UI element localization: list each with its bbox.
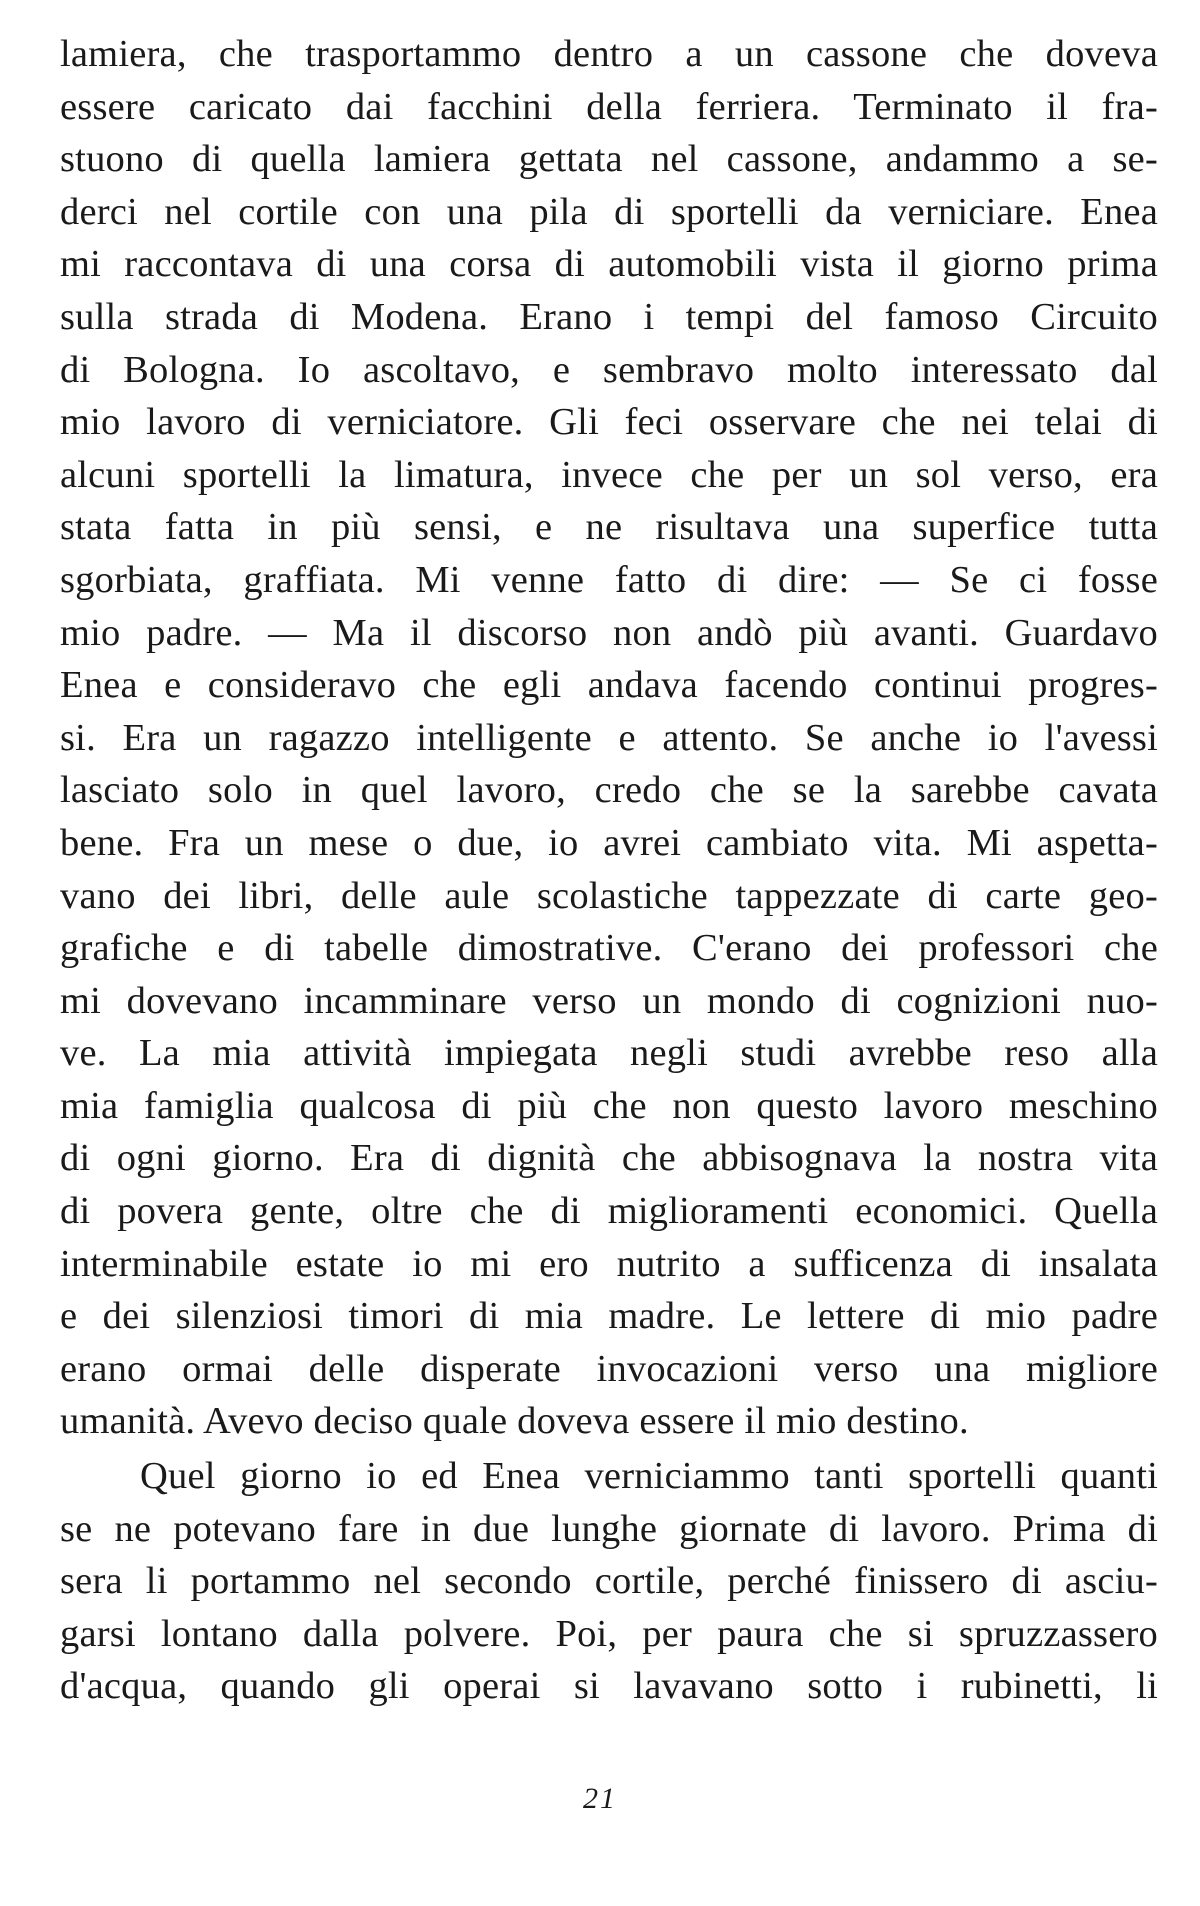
page-body: [60, 28, 1158, 1713]
text-line: e dei silenziosi timori di mia madre. Le lettere di mio padre: [60, 1295, 1158, 1338]
text-line: di Bologna. Io ascoltavo, e sembravo molto interessato dal: [60, 348, 1158, 391]
text-line: Enea e consideravo che egli andava facendo continui progres-: [60, 664, 1158, 707]
text-line: erano ormai delle disperate invocazioni verso una migliore: [60, 1347, 1158, 1390]
text-line: sera li portammo nel secondo cortile, perché finissero di asciu-: [60, 1560, 1158, 1603]
text-line: se ne potevano fare in due lunghe giornate di lavoro. Prima di: [60, 1507, 1158, 1550]
text-line: sulla strada di Modena. Erano i tempi del famoso Circuito: [60, 295, 1158, 338]
text-line: di povera gente, oltre che di miglioramenti economici. Quella: [60, 1190, 1158, 1233]
text-line: d'acqua, quando gli operai si lavavano sotto i rubinetti, li: [60, 1665, 1158, 1708]
text-line: mio lavoro di verniciatore. Gli feci osservare che nei telai di: [60, 401, 1158, 444]
text-line: alcuni sportelli la limatura, invece che per un sol verso, era: [60, 453, 1158, 496]
page-number: 21: [583, 1782, 617, 1815]
text-line: mi raccontava di una corsa di automobili vista il giorno prima: [60, 243, 1158, 286]
paragraph-1: [60, 28, 1158, 1448]
text-line: sgorbiata, graffiata. Mi venne fatto di dire: — Se ci fosse: [60, 558, 1158, 601]
text-line: stuono di quella lamiera gettata nel cassone, andammo a se-: [60, 138, 1158, 181]
text-line: mio padre. — Ma il discorso non andò più avanti. Guardavo: [60, 611, 1158, 654]
text-line: vano dei libri, delle aule scolastiche tappezzate di carte geo-: [60, 874, 1158, 917]
text-line: umanità. Avevo deciso quale doveva essere il mio destino.: [60, 1400, 969, 1443]
text-line: si. Era un ragazzo intelligente e attento. Se anche io l'avessi: [60, 716, 1158, 759]
text-line: derci nel cortile con una pila di sportelli da verniciare. Enea: [60, 190, 1158, 233]
text-line: interminabile estate io mi ero nutrito a sufficenza di insalata: [60, 1242, 1158, 1285]
text-line: mia famiglia qualcosa di più che non questo lavoro meschino: [60, 1084, 1158, 1127]
text-line: stata fatta in più sensi, e ne risultava una superfice tutta: [60, 506, 1158, 549]
paragraph-2: [60, 1450, 1158, 1713]
text-line: essere caricato dai facchini della ferriera. Terminato il fra-: [60, 85, 1158, 128]
text-line: Quel giorno io ed Enea verniciammo tanti sportelli quanti: [140, 1455, 1158, 1498]
text-line: lamiera, che trasportammo dentro a un cassone che doveva: [60, 33, 1158, 75]
text-line: garsi lontano dalla polvere. Poi, per paura che si spruzzassero: [60, 1612, 1158, 1655]
text-line: bene. Fra un mese o due, io avrei cambiato vita. Mi aspetta-: [60, 821, 1158, 864]
text-line: ve. La mia attività impiegata negli studi avrebbe reso alla: [60, 1032, 1158, 1075]
text-line: grafiche e di tabelle dimostrative. C'erano dei professori che: [60, 927, 1158, 970]
text-line: lasciato solo in quel lavoro, credo che se la sarebbe cavata: [60, 769, 1158, 812]
text-line: di ogni giorno. Era di dignità che abbisognava la nostra vita: [60, 1137, 1158, 1180]
text-line: mi dovevano incamminare verso un mondo di cognizioni nuo-: [60, 979, 1158, 1022]
